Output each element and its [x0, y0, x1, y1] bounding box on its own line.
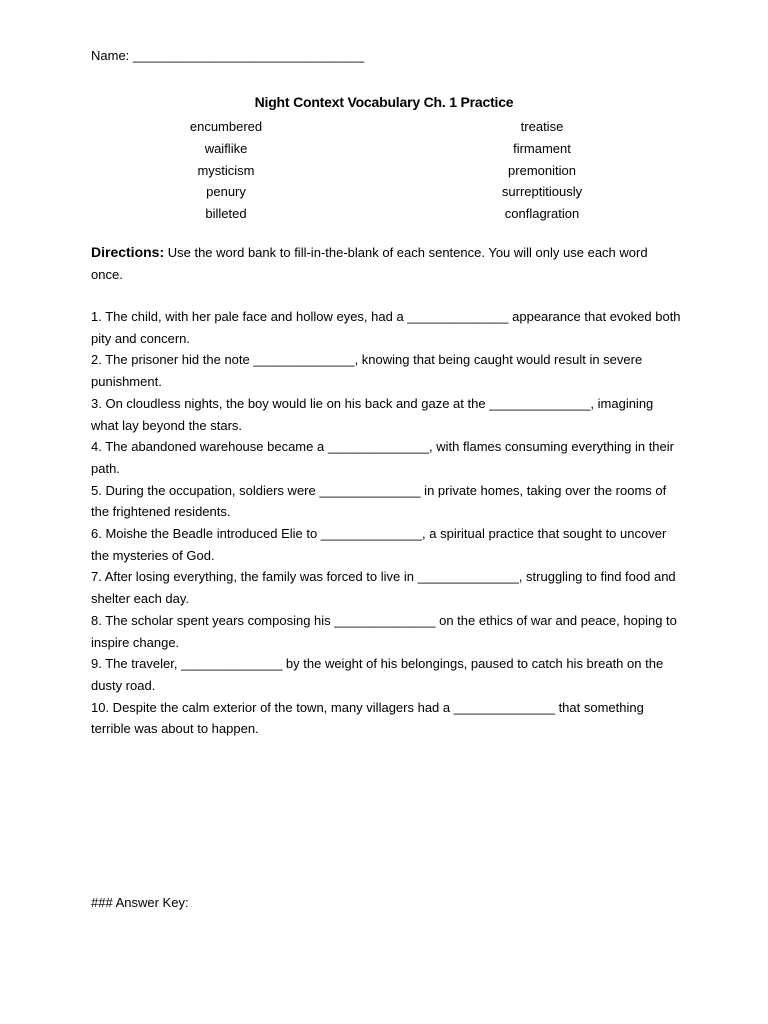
question-item: 7. After losing everything, the family was forced to live in ______________, struggling to find food and shelter each day.: [91, 569, 676, 607]
page-title: Night Context Vocabulary Ch. 1 Practice: [254, 94, 514, 110]
word-bank-item: conflagration: [504, 206, 580, 222]
answer-key-heading: ### Answer Key:: [91, 895, 189, 910]
question-item: 5. During the occupation, soldiers were ______________ in private homes, taking over the rooms of the frightened residents.: [91, 482, 667, 520]
directions-text: Use the word bank to fill-in-the-blank of each sentence. You will only use each word once.: [91, 245, 648, 282]
word-bank-item: encumbered: [189, 119, 263, 134]
question-item: 1. The child, with her pale face and hollow eyes, had a ______________ appearance that evoked both pity and concern.: [91, 309, 681, 346]
word-bank-item: treatise: [520, 119, 564, 134]
word-bank-item: firmament: [513, 140, 571, 156]
word-bank-item: mysticism: [197, 162, 255, 178]
directions-paragraph: [91, 241, 681, 286]
question-item: 3. On cloudless nights, the boy would lie on his back and gaze at the ______________, imagining what lay beyond the stars.: [91, 395, 654, 433]
word-bank-left-column: [136, 116, 316, 225]
question-item: 8. The scholar spent years composing his ______________ on the ethics of war and peace, hoping to inspire change.: [91, 612, 677, 650]
question-item: 10. Despite the calm exterior of the town, many villagers had a ______________ that something terrible was about to happen.: [91, 699, 644, 737]
question-item: 4. The abandoned warehouse became a ______________, with flames consuming everything in their path.: [91, 439, 674, 476]
question-item: 9. The traveler, ______________ by the weight of his belongings, paused to catch his breath on the dusty road.: [91, 656, 664, 693]
word-bank-item: waiflike: [204, 140, 248, 156]
question-item: 6. Moishe the Beadle introduced Elie to ______________, a spiritual practice that sought to uncover the mysteries of God.: [91, 526, 667, 563]
name-field-line: Name: ________________________________: [91, 48, 365, 63]
directions-label: Directions:: [91, 244, 165, 260]
word-bank-item: premonition: [508, 162, 576, 178]
word-bank-item: surreptitiously: [501, 184, 583, 200]
word-bank-item: billeted: [205, 206, 247, 222]
question-list: [91, 306, 681, 740]
word-bank-right-column: [452, 116, 632, 225]
question-item: 2. The prisoner hid the note ______________, knowing that being caught would result in severe punishment.: [91, 352, 643, 390]
word-bank-item: penury: [206, 184, 246, 200]
